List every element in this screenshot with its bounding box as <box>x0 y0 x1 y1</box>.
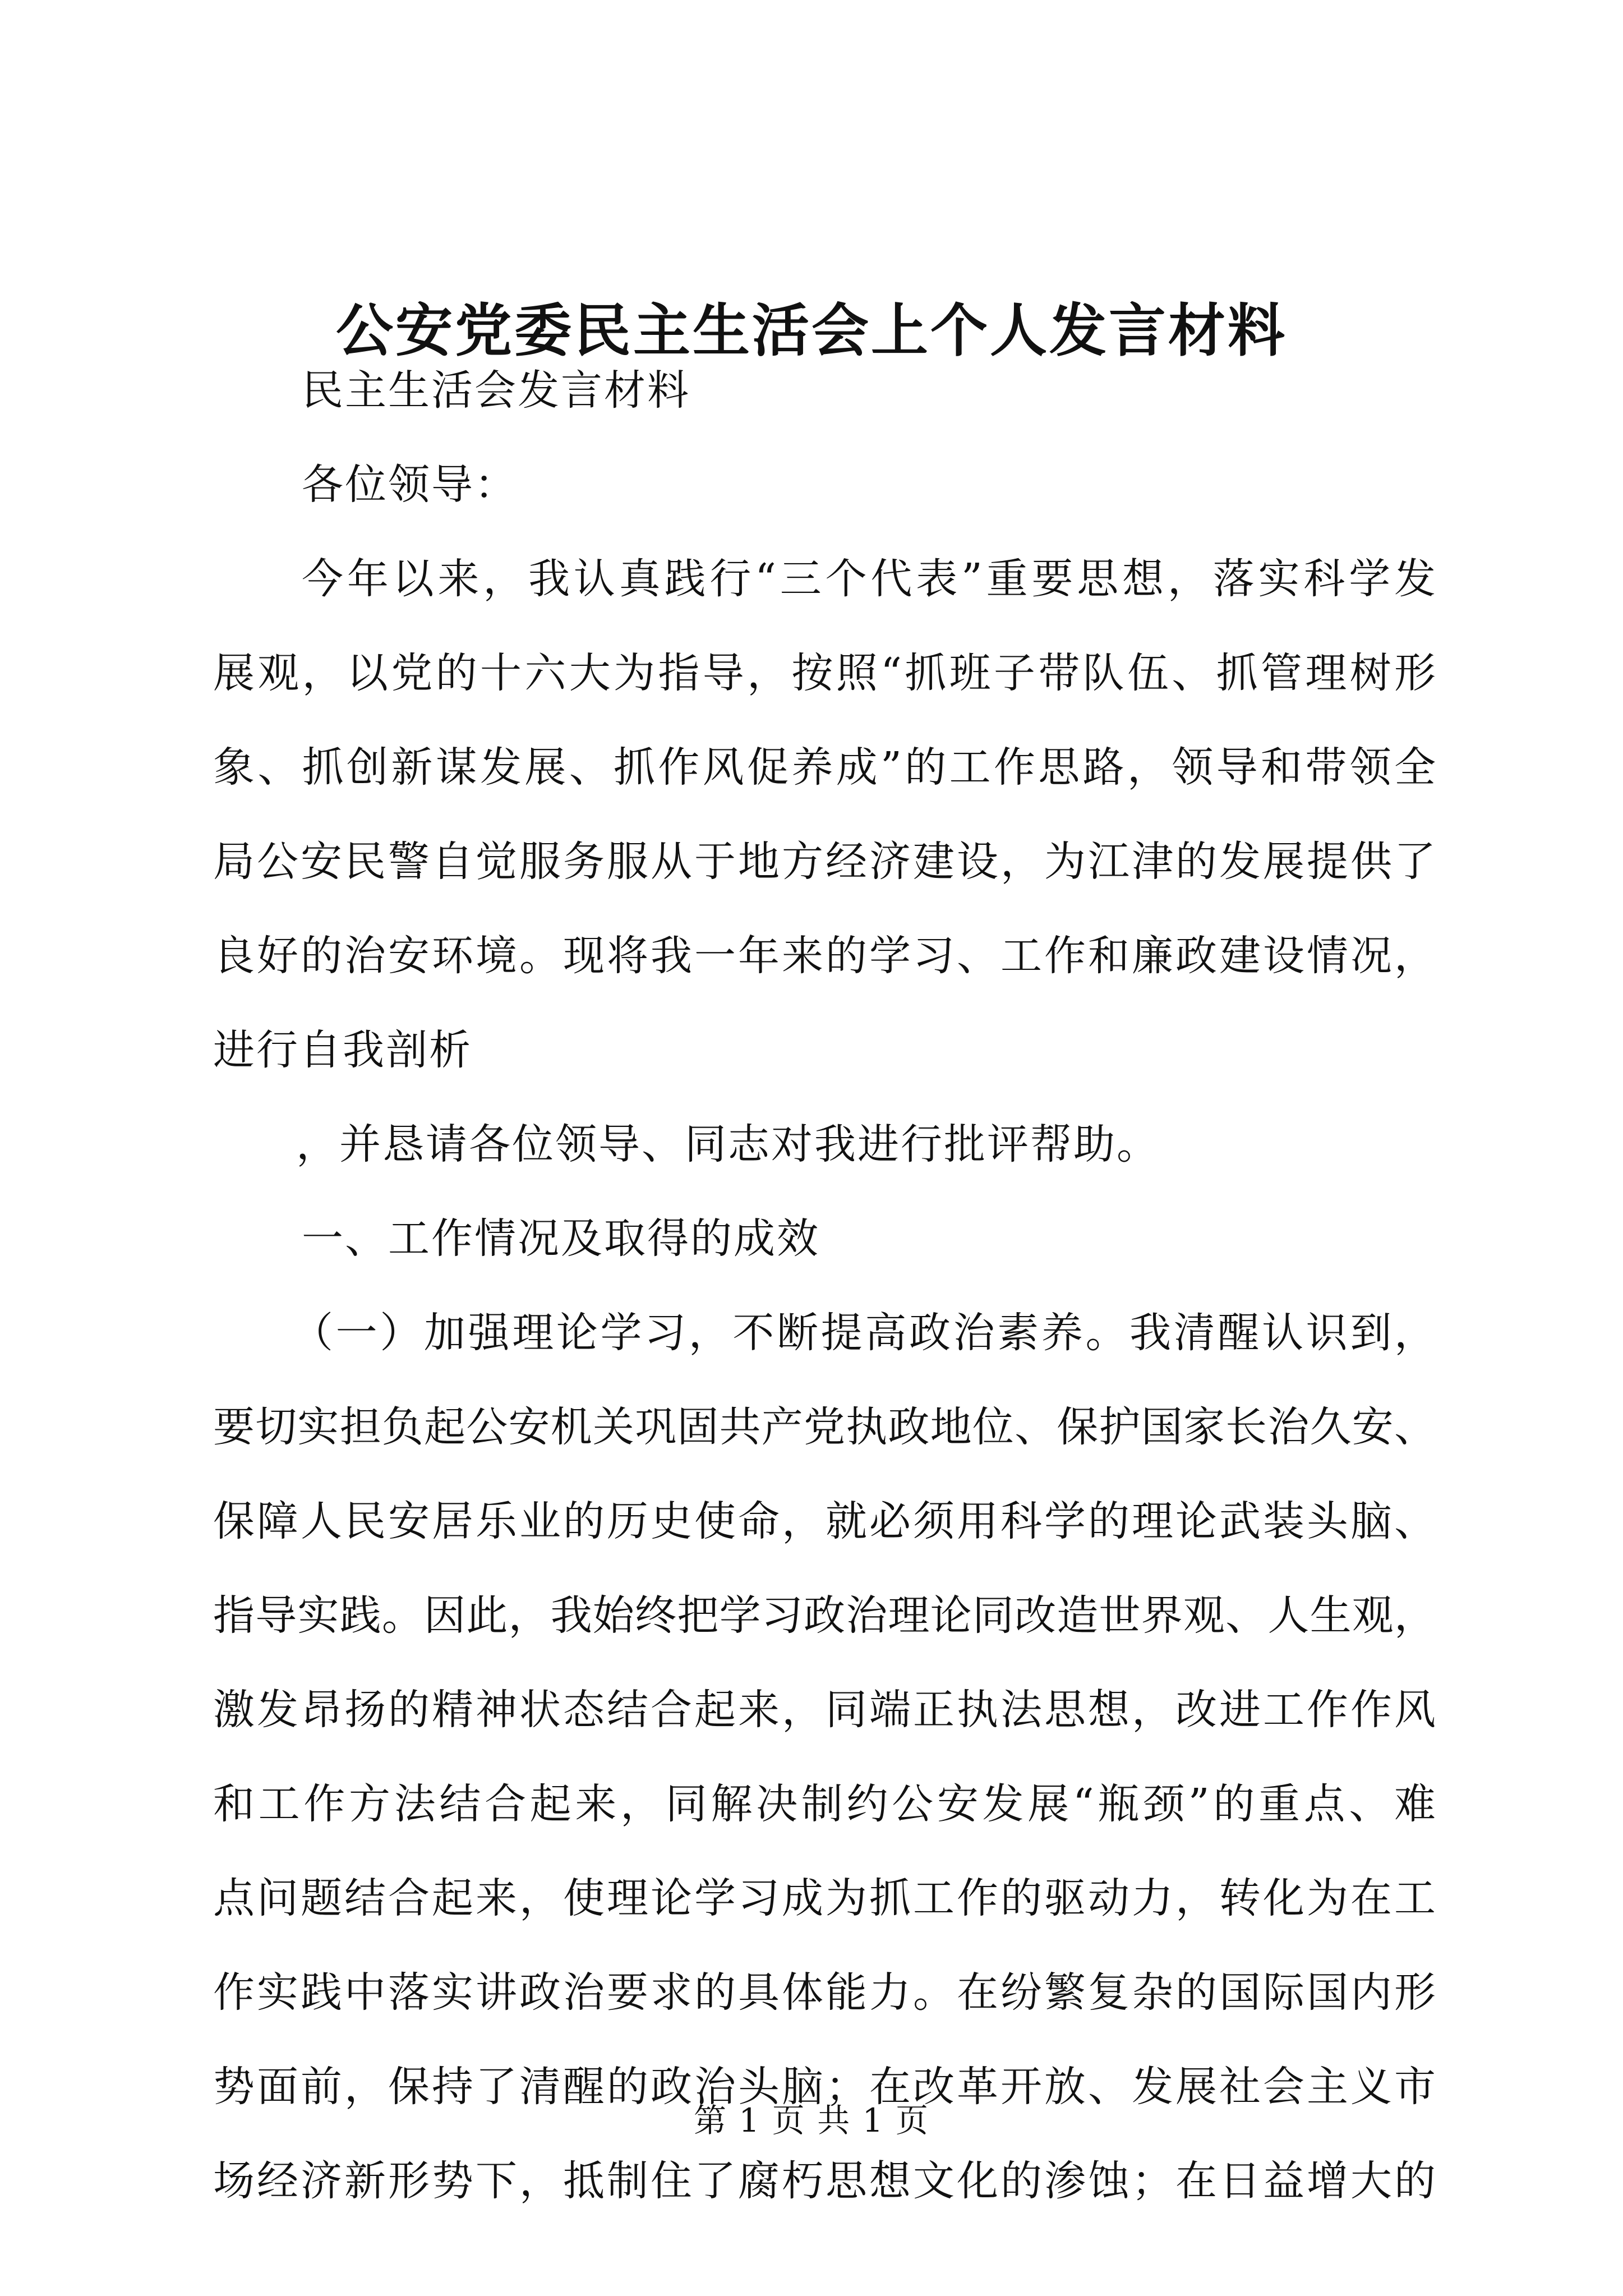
subtitle-line: 民主生活会发言材料 <box>302 366 690 415</box>
paragraph-line: 良好的治安环境。现将我一年来的学习、工作和廉政建设情况， <box>213 932 1436 980</box>
paragraph-line: （一）加强理论学习，不断提高政治素养。我清醒认识到， <box>292 1309 1436 1357</box>
document-title: 公安党委民主生活会上个人发言材料 <box>336 297 1287 365</box>
paragraph-line: ，并恳请各位领导、同志对我进行批评帮助。 <box>296 1120 1160 1168</box>
paragraph-line: 进行自我剖析 <box>213 1026 472 1074</box>
paragraph-line: 展观，以党的十六大为指导，按照“抓班子带队伍、抓管理树形 <box>213 649 1436 697</box>
paragraph-line: 作实践中落实讲政治要求的具体能力。在纷繁复杂的国际国内形 <box>213 1968 1436 2017</box>
paragraph-line: 要切实担负起公安机关巩固共产党执政地位、保护国家长治久安、 <box>213 1403 1436 1451</box>
paragraph-line: 保障人民安居乐业的历史使命，就必须用科学的理论武装头脑、 <box>213 1497 1436 1545</box>
paragraph-line: 势面前，保持了清醒的政治头脑；在改革开放、发展社会主义市 <box>213 2063 1436 2111</box>
paragraph-line: 激发昂扬的精神状态结合起来，同端正执法思想，改进工作作风 <box>213 1686 1436 1734</box>
section-heading: 一、工作情况及取得的成效 <box>302 1214 820 1263</box>
page-footer: 第 1 页 共 1 页 <box>694 2101 929 2139</box>
paragraph-line: 象、抓创新谋发展、抓作风促养成”的工作思路，领导和带领全 <box>213 743 1436 792</box>
document-body <box>213 343 1436 2228</box>
salutation-line: 各位领导： <box>302 461 518 509</box>
paragraph-line: 指导实践。因此，我始终把学习政治理论同改造世界观、人生观， <box>213 1591 1436 1640</box>
paragraph-line: 今年以来，我认真践行“三个代表”重要思想，落实科学发 <box>302 555 1436 603</box>
paragraph-line: 局公安民警自觉服务服从于地方经济建设，为江津的发展提供了 <box>213 838 1436 886</box>
paragraph-line: 场经济新形势下，抵制住了腐朽思想文化的渗蚀；在日益增大的 <box>213 2157 1436 2205</box>
paragraph-line: 和工作方法结合起来，同解决制约公安发展“瓶颈”的重点、难 <box>213 1780 1436 1828</box>
paragraph-line: 点问题结合起来，使理论学习成为抓工作的驱动力，转化为在工 <box>213 1874 1436 1922</box>
